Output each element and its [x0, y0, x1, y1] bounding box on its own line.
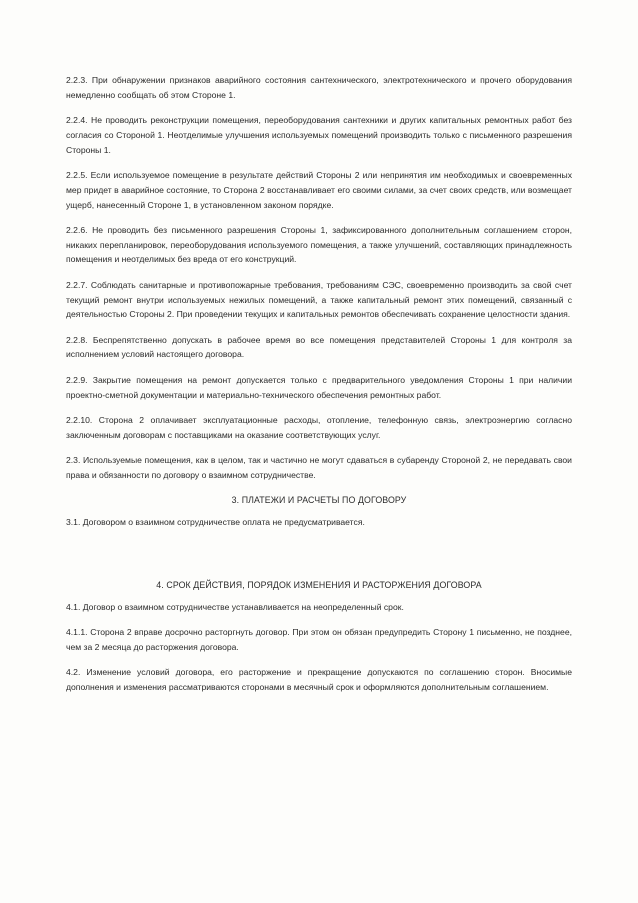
clause-2-2-10: 2.2.10. Сторона 2 оплачивает эксплуатационные расходы, отопление, телефонную связь, электроэнергию согласно заключенным договорам с поставщиками на оказание соответствующих услуг.	[66, 414, 572, 440]
clause-2-2-5: 2.2.5. Если используемое помещение в результате действий Стороны 2 или непринятия им необходимых и своевременных мер придет в аварийное состояние, то Сторона 2 восстанавливает его своими силами, за счет своих средств, или возмещает ущерб, нанесенный Стороне 1, в установленном законом порядке.	[66, 169, 572, 210]
clause-2-2-4: 2.2.4. Не проводить реконструкции помещения, переоборудования сантехники и других капитальных ремонтных работ без согласия со Стороной 1. Неотделимые улучшения используемых помещений производить только с письменного разрешения Стороны 1.	[66, 115, 572, 155]
clause-4-2: 4.2. Изменение условий договора, его расторжение и прекращение допускаются по соглашению сторон. Вносимые дополнения и изменения рассматриваются сторонами в месячный срок и оформляются дополнительным соглашением.	[66, 667, 572, 693]
clause-4-1-1: 4.1.1. Сторона 2 вправе досрочно расторгнуть договор. При этом он обязан предупредить Сторону 1 письменно, не позднее, чем за 2 месяца до расторжения договора.	[66, 627, 572, 652]
clause-2-2-8: 2.2.8. Беспрепятственно допускать в рабочее время во все помещения представителей Стороны 1 для контроля за исполнением условий настоящего договора.	[66, 334, 572, 360]
clause-2-3: 2.3. Используемые помещения, как в целом, так и частично не могут сдаваться в субаренду Стороной 2, не передавать свои права и обязанности по договору о взаимном сотрудничестве.	[66, 454, 572, 480]
clause-2-2-7: 2.2.7. Соблюдать санитарные и противопожарные требования, требованиям СЭС, своевременно производить за свой счет текущий ремонт внутри используемых нежилых помещений, а также капитальный ремонт этих помещений, связанный с деятельностью Стороны 2. При проведении текущих и капитальных ремонтов обеспечивать сохранение целостности здания.	[66, 279, 572, 320]
clause-2-2-9: 2.2.9. Закрытие помещения на ремонт допускается только с предварительного уведомления Стороны 1 при наличии проектно-сметной документации и материально-технического обеспечения ремонтных работ.	[66, 374, 572, 400]
clause-4-1: 4.1. Договор о взаимном сотрудничестве устанавливается на неопределенный срок.	[66, 601, 404, 612]
section-3-heading: 3. ПЛАТЕЖИ И РАСЧЕТЫ ПО ДОГОВОРУ	[231, 495, 407, 506]
clause-2-2-6: 2.2.6. Не проводить без письменного разрешения Стороны 1, зафиксированного дополнительным соглашением сторон, никаких перепланировок, переоборудования используемого помещения, а также улучшений, составляющих принадлежность помещения и неотделимых без вреда от его конструкций.	[66, 224, 572, 265]
section-4-heading: 4. СРОК ДЕЙСТВИЯ, ПОРЯДОК ИЗМЕНЕНИЯ И РАСТОРЖЕНИЯ ДОГОВОРА	[156, 579, 482, 590]
document-body	[66, 73, 572, 705]
clause-2-2-3: 2.2.3. При обнаружении признаков аварийного состояния сантехнического, электротехнического и прочего оборудования немедленно сообщать об этом Стороне 1.	[66, 75, 572, 100]
clause-3-1: 3.1. Договором о взаимном сотрудничестве оплата не предусматривается.	[66, 517, 365, 528]
